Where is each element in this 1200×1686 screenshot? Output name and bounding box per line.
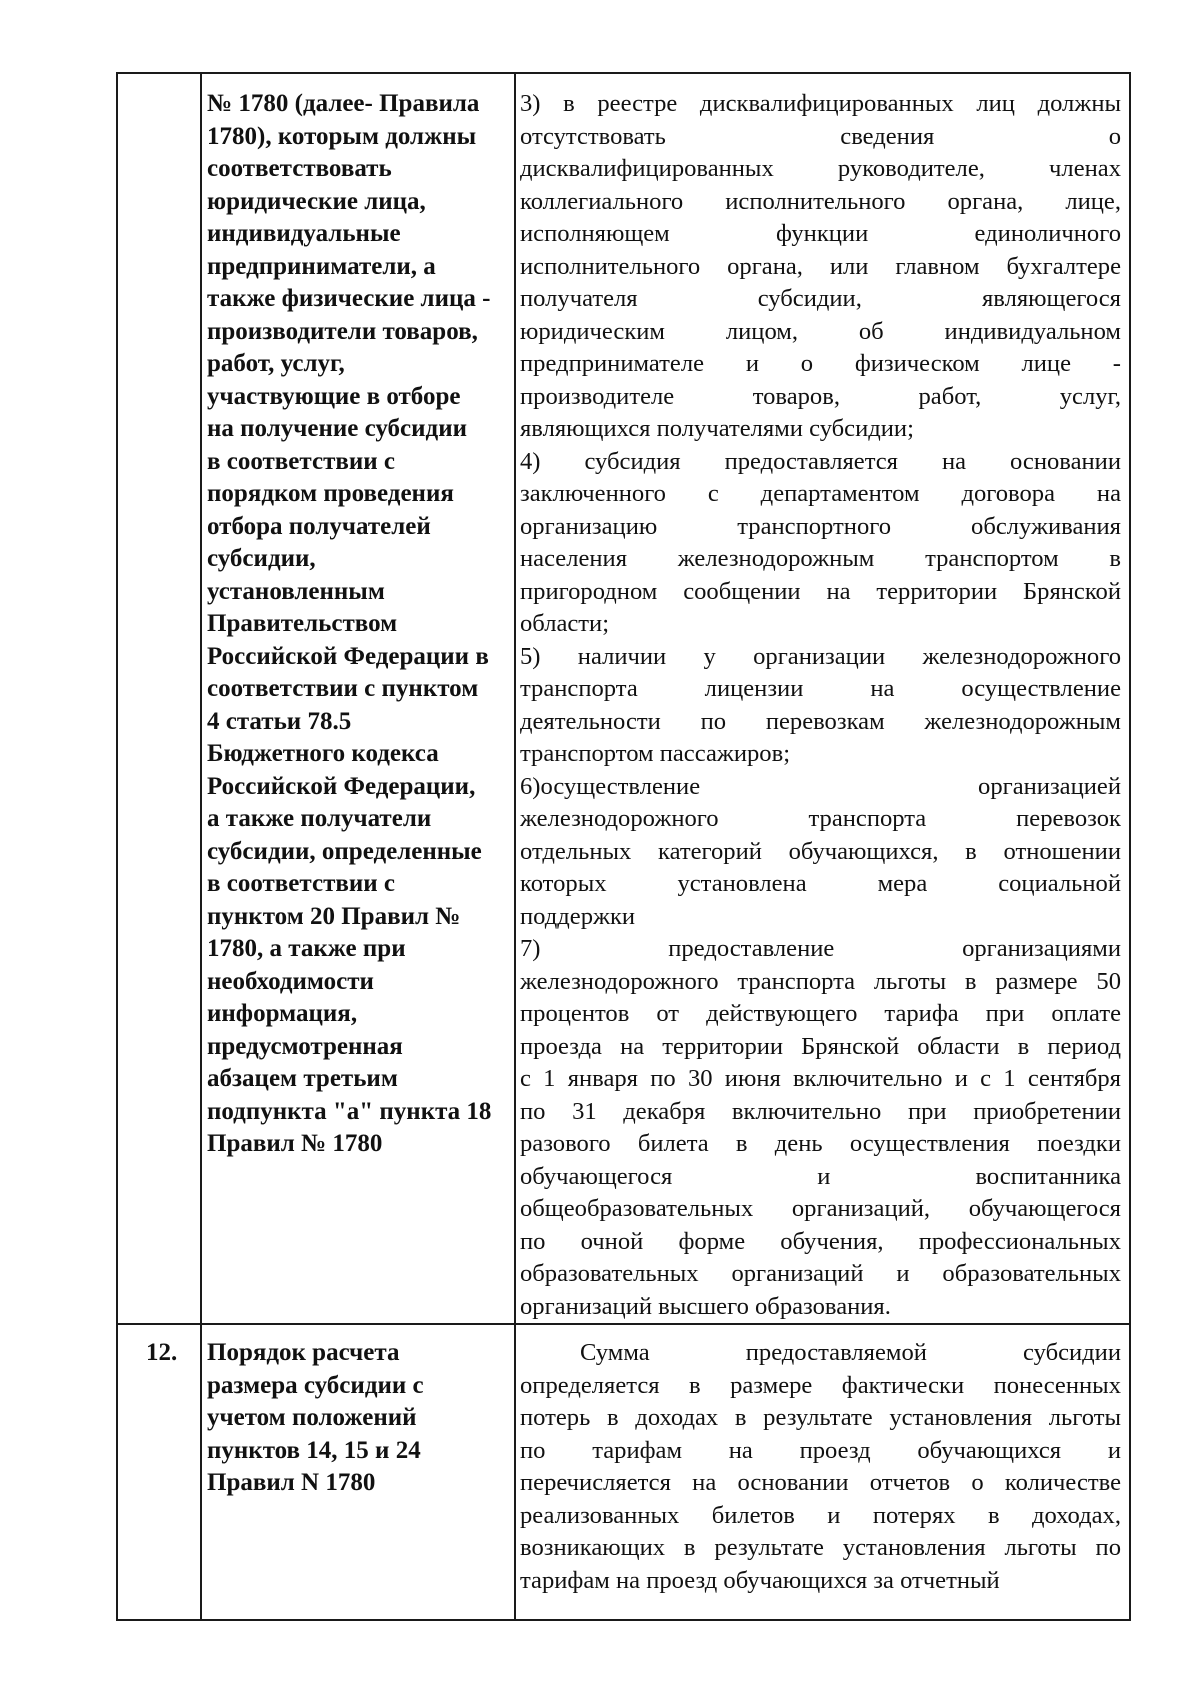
text-line: Бюджетного кодекса <box>207 740 439 767</box>
text-line: 1780), которым должны <box>207 122 477 150</box>
text-line: подпункта "а" пункта 18 <box>207 1097 492 1125</box>
text-line: Российской Федерации в <box>207 642 489 670</box>
text-line: 4) субсидия предоставляется на основании <box>520 447 1121 475</box>
text-line: организацию транспортного обслуживания <box>520 512 1121 540</box>
text-line: юридические лица, <box>207 187 426 215</box>
text-line: установленным <box>207 577 385 605</box>
text-line: 6)осуществление организацией <box>520 772 1121 800</box>
parameter-text <box>202 1325 514 1500</box>
text-line: 3) в реестре дисквалифицированных лиц должны <box>520 90 1121 117</box>
text-line: транспортом пассажиров; <box>520 740 791 767</box>
text-line: информация, <box>207 1000 358 1027</box>
text-line: процентов от действующего тарифа при оплате <box>520 1000 1121 1027</box>
text-line: производители товаров, <box>207 317 478 345</box>
text-line: производителе товаров, работ, услуг, <box>520 382 1121 410</box>
text-line: учетом положений <box>207 1404 417 1431</box>
text-line: работ, услуг, <box>207 350 345 377</box>
text-line: с 1 января по 30 июня включительно и с 1 сентября <box>520 1065 1121 1092</box>
table-row <box>117 73 1130 1324</box>
table-row <box>117 1324 1130 1620</box>
text-line: юридическим лицом, об индивидуальном <box>520 317 1121 345</box>
text-line: абзацем третьим <box>207 1065 398 1092</box>
text-line: в соответствии с <box>207 870 396 897</box>
text-line: пунктом 20 Правил № <box>207 902 461 930</box>
text-line: № 1780 (далее- Правила <box>207 90 480 117</box>
text-line: отбора получателей <box>207 512 431 540</box>
text-line: предприниматели, а <box>207 252 436 280</box>
text-line: 7) предоставление организациями <box>520 935 1121 962</box>
text-line: 1780, а также при <box>207 935 406 962</box>
text-line: реализованных билетов и потерях в доходах, <box>520 1501 1121 1529</box>
text-line: транспорта лицензии на осуществление <box>520 675 1121 702</box>
text-line: также физические лица - <box>207 285 491 312</box>
text-line: 4 статьи 78.5 <box>207 707 352 735</box>
text-line: потерь в доходах в результате установления льготы <box>520 1404 1121 1431</box>
text-line: по тарифам на проезд обучающихся и <box>520 1436 1121 1464</box>
text-line: железнодорожного транспорта перевозок <box>520 805 1121 832</box>
text-line: Порядок расчета <box>207 1339 400 1366</box>
row-number <box>118 74 200 86</box>
text-line: Российской Федерации, <box>207 772 476 800</box>
row-number-cell <box>117 1324 201 1620</box>
row-number-cell <box>117 73 201 1324</box>
description-cell <box>515 1324 1130 1620</box>
text-line: области; <box>520 610 610 637</box>
text-line: размера субсидии с <box>207 1371 424 1399</box>
text-line: перечисляется на основании отчетов о количестве <box>520 1469 1121 1496</box>
text-line: Правил N 1780 <box>207 1469 376 1496</box>
text-line: деятельности по перевозкам железнодорожным <box>520 707 1121 735</box>
description-text <box>516 74 1129 1323</box>
text-line: необходимости <box>207 967 374 995</box>
text-line: исполняющем функции единоличного <box>520 220 1121 247</box>
text-line: предусмотренная <box>207 1032 403 1060</box>
text-line: предпринимателе и о физическом лице - <box>520 350 1121 377</box>
parameter-cell <box>201 73 515 1324</box>
text-line: субсидии, определенные <box>207 837 482 865</box>
description-cell <box>515 73 1130 1324</box>
text-line: определяется в размере фактически понесенных <box>520 1371 1121 1399</box>
text-line: поддержки <box>520 902 636 930</box>
text-line: являющихся получателями субсидии; <box>520 415 914 442</box>
text-line: которых установлена мера социальной <box>520 870 1121 897</box>
text-line: возникающих в результате установления льготы по <box>520 1534 1121 1561</box>
text-line: проезда на территории Брянской области в период <box>520 1032 1121 1060</box>
text-line: по 31 декабря включительно при приобретении <box>520 1097 1121 1125</box>
text-line: Правил № 1780 <box>207 1130 383 1157</box>
parameter-cell <box>201 1324 515 1620</box>
text-line: а также получатели <box>207 805 432 832</box>
text-line: индивидуальные <box>207 220 401 247</box>
text-line: железнодорожного транспорта льготы в размере 50 <box>520 967 1121 995</box>
text-line: коллегиального исполнительного органа, лице, <box>520 187 1121 215</box>
text-line: общеобразовательных организаций, обучающегося <box>520 1195 1121 1222</box>
text-line: заключенного с департаментом договора на <box>520 480 1121 507</box>
text-line: субсидии, <box>207 545 316 572</box>
text-line: пригородном сообщении на территории Брянской <box>520 577 1121 605</box>
row-number: 12. <box>146 1339 178 1366</box>
text-line: населения железнодорожным транспортом в <box>520 545 1121 572</box>
text-line: отдельных категорий обучающихся, в отношении <box>520 837 1121 865</box>
text-line: на получение субсидии <box>207 415 467 442</box>
text-line: тарифам на проезд обучающихся за отчетный <box>520 1566 1000 1594</box>
text-line: исполнительного органа, или главном бухгалтере <box>520 252 1121 280</box>
text-line: разового билета в день осуществления поездки <box>520 1130 1121 1157</box>
text-line: соответствовать <box>207 155 392 182</box>
text-line: отсутствовать сведения о <box>520 122 1121 150</box>
text-line: порядком проведения <box>207 480 454 507</box>
requirements-table <box>116 72 1131 1621</box>
text-line: получателя субсидии, являющегося <box>520 285 1121 312</box>
text-line: дисквалифицированных руководителе, членах <box>520 155 1121 182</box>
text-line: обучающегося и воспитанника <box>520 1162 1121 1190</box>
text-line: образовательных организаций и образовательных <box>520 1260 1121 1287</box>
description-text <box>516 1325 1129 1597</box>
text-line: по очной форме обучения, профессиональных <box>520 1227 1121 1255</box>
text-line: 5) наличии у организации железнодорожного <box>520 642 1121 670</box>
text-line: Сумма предоставляемой субсидии <box>580 1339 1121 1366</box>
text-line: организаций высшего образования. <box>520 1292 891 1320</box>
text-line: Правительством <box>207 610 398 637</box>
text-line: соответствии с пунктом <box>207 675 479 702</box>
text-line: пунктов 14, 15 и 24 <box>207 1436 421 1464</box>
text-line: в соответствии с <box>207 447 396 475</box>
parameter-text <box>202 74 514 1161</box>
text-line: участвующие в отборе <box>207 382 461 410</box>
